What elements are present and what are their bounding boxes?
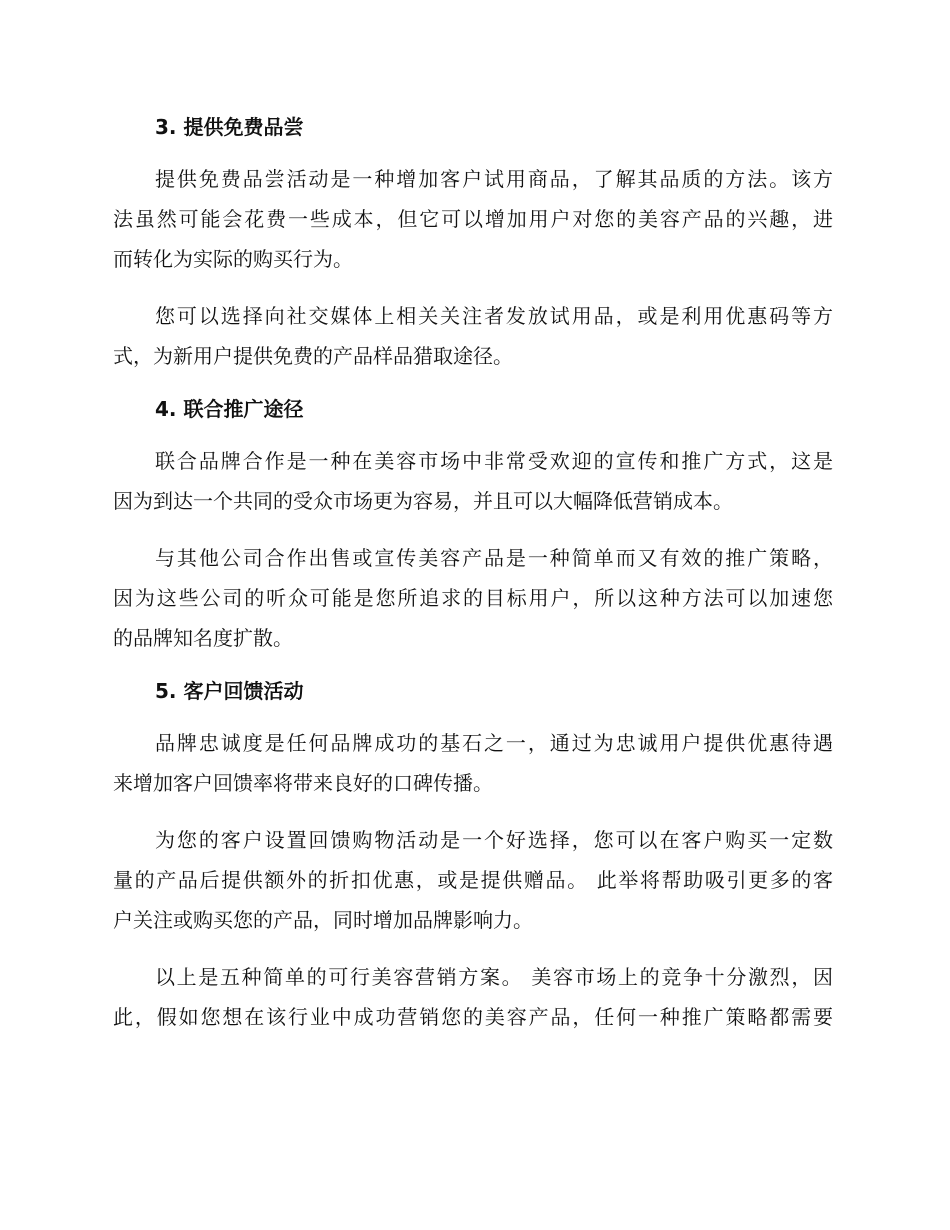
section-heading-joint-promotion: 4. 联合推广途径 xyxy=(155,397,304,421)
paragraph-line: 与其他公司合作出售或宣传美容产品是一种简单而又有效的推广策略， xyxy=(155,546,833,570)
paragraph xyxy=(113,296,833,376)
paragraph-line: 品牌忠诚度是任何品牌成功的基石之一，通过为忠诚用户提供优惠待遇 xyxy=(155,731,833,755)
paragraph-line: 提供免费品尝活动是一种增加客户试用商品，了解其品质的方法。该方 xyxy=(155,167,833,191)
document-body xyxy=(113,111,833,1054)
paragraph-line: 您可以选择向社交媒体上相关关注者发放试用品，或是利用优惠码等方 xyxy=(155,304,833,328)
section-heading-free-trial: 3. 提供免费品尝 xyxy=(155,115,304,139)
paragraph-line: 此，假如您想在该行业中成功营销您的美容产品，任何一种推广策略都需要 xyxy=(113,1005,833,1029)
paragraph-line: 联合品牌合作是一种在美容市场中非常受欢迎的宣传和推广方式，这是 xyxy=(155,449,833,473)
paragraph xyxy=(113,820,833,940)
closing-paragraph xyxy=(113,957,833,1037)
paragraph-line: 以上是五种简单的可行美容营销方案。 美容市场上的竞争十分激烈，因 xyxy=(155,965,833,989)
paragraph-line: 的品牌知名度扩散。 xyxy=(113,626,293,650)
paragraph-line: 因为到达一个共同的受众市场更为容易，并且可以大幅降低营销成本。 xyxy=(113,489,733,513)
paragraph-line: 而转化为实际的购买行为。 xyxy=(113,247,353,271)
paragraph-line: 法虽然可能会花费一些成本，但它可以增加用户对您的美容产品的兴趣，进 xyxy=(113,207,833,231)
paragraph-line: 因为这些公司的听众可能是您所追求的目标用户，所以这种方法可以加速您 xyxy=(113,586,833,610)
paragraph-line: 式，为新用户提供免费的产品样品猎取途径。 xyxy=(113,344,513,368)
section-heading-customer-rewards: 5. 客户回馈活动 xyxy=(155,679,304,703)
paragraph-line: 来增加客户回馈率将带来良好的口碑传播。 xyxy=(113,771,493,795)
paragraph xyxy=(113,538,833,658)
paragraph-line: 为您的客户设置回馈购物活动是一个好选择，您可以在客户购买一定数 xyxy=(155,828,833,852)
paragraph-line: 量的产品后提供额外的折扣优惠，或是提供赠品。 此举将帮助吸引更多的客 xyxy=(113,868,833,892)
paragraph xyxy=(113,159,833,279)
paragraph-line: 户关注或购买您的产品，同时增加品牌影响力。 xyxy=(113,908,533,932)
paragraph xyxy=(113,441,833,521)
paragraph xyxy=(113,723,833,803)
